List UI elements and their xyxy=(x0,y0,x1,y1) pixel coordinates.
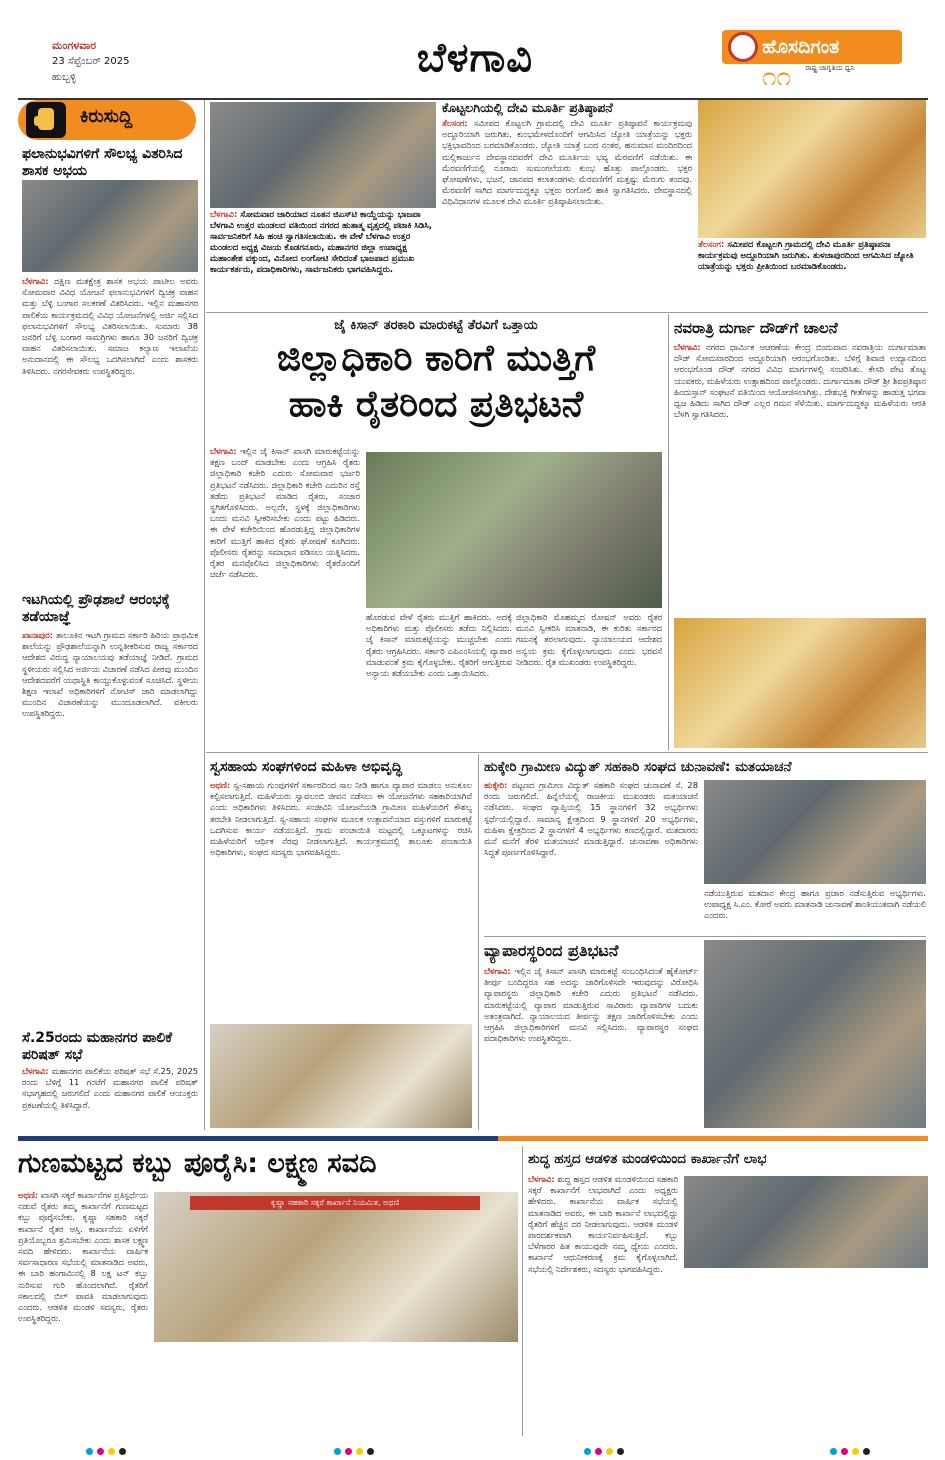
hukkeri-dateline: ಹುಕ್ಕೇರಿ: xyxy=(484,780,508,790)
column-divider xyxy=(204,100,205,1130)
factory-banner: ಕೃಷ್ಣಾ ಸಹಕಾರಿ ಸಕ್ಕರೆ ಕಾರ್ಖಾನೆ ನಿಯಮಿತ, ಅಥಣಿ xyxy=(190,1196,480,1210)
page-number: ೧೧ xyxy=(762,62,792,92)
devi-caption-text: ಸಮೀಪದ ಕೊಟ್ಟಲಗಿ ಗ್ರಾಮದಲ್ಲಿ ದೇವಿ ಮೂರ್ತಿ ಪ್ರತಿಷ್ಠಾಪನಾ ಕಾರ್ಯಕ್ರಮವು ಅದ್ದೂರಿಯಾಗಿ ಜರುಗಿತು. ತುಳಜಾಪುರದಿಂದ ಆಗಮಿಸಿದ ಜ್ಯೋತಿ ಯಾತ್ರೆಯನ್ನು ಭಕ್ತರು ಪ್ರೀತಿಯಿಂದ ಬರಮಾಡಿಕೊಂಡರು. xyxy=(698,240,914,272)
vyapari-title: ವ್ಯಾಪಾರಸ್ಥರಿಂದ ಪ್ರತಿಭಟನೆ xyxy=(484,941,619,960)
column-divider xyxy=(478,754,479,1130)
hand-icon xyxy=(26,102,66,138)
kirusuddi-story2-title: ಇಟಗಿಯಲ್ಲಿ ಪ್ರೌಢಶಾಲೆ ಆರಂಭಕ್ಕೆ ತಡೆಯಾಜ್ಞೆ xyxy=(22,592,170,625)
devi-story-title: ಕೊಟ್ಟಲಗಿಯಲ್ಲಿ ದೇವಿ ಮೂರ್ತಿ ಪ್ರತಿಷ್ಠಾಪನೆ xyxy=(442,100,613,115)
masthead-date-block xyxy=(52,38,202,98)
shuddha-title: ಶುದ್ಧ ಹಸ್ತದ ಆಡಳಿತ ಮಂಡಳಿಯಿಂದ ಕಾರ್ಖಾನೆಗೆ ಲಾಭ xyxy=(528,1151,767,1167)
kirusuddi-story3-title: ಸೆ.25ರಂದು ಮಹಾನಗರ ಪಾಲಿಕೆ ಪರಿಷತ್ ಸಭೆ xyxy=(22,1030,173,1063)
kirusuddi-label: ಕಿರುಸುದ್ದಿ xyxy=(80,106,133,127)
column-divider xyxy=(522,1146,523,1436)
hukkeri-title: ಹುಕ್ಕೇರಿ ಗ್ರಾಮೀಣ ವಿದ್ಯುತ್ ಸಹಕಾರಿ ಸಂಘದ ಚುನಾವಣೆ: ಮತಯಾಚನೆ xyxy=(484,759,792,775)
masthead-city: ಹುಬ್ಬಳ್ಳಿ xyxy=(52,72,77,83)
kirusuddi-story3-dateline: ಬೆಳಗಾವಿ: xyxy=(22,1066,49,1076)
swasahaya-text: ಸ್ವ-ಸಹಾಯ ಗುಂಪುಗಳಿಗೆ ಸರ್ಕಾರದಿಂದ ಸಾಲ ನೀಡಿ ಹಾಗೂ ವ್ಯಾಪಾರ ಮಾಡಲು ಅನುಕೂಲ ಕಲ್ಪಿಸಲಾಗುತ್ತಿದೆ. ಮಹಿಳೆಯರು ಸ್ವಾವಲಂಬಿ ಜೀವನ ನಡೆಸಲು ಈ ಯೋಜನೆಗಳು ಸಹಕಾರಿಯಾಗಿವೆ ಎಂದು ಅಧಿಕಾರಿಗಳು ತಿಳಿಸಿದರು. ಸಂಜೀವಿನಿ ಯೋಜನೆಯಡಿ ಗ್ರಾಮೀಣ ಮಹಿಳೆಯರಿಗೆ ಕೌಶಲ್ಯ ತರಬೇತಿ ನೀಡಲಾಗುತ್ತಿದೆ. ಸ್ವ-ಸಹಾಯ ಸಂಘಗಳ ಮೂಲಕ ಉತ್ಪಾದನೆಯಾದ ವಸ್ತುಗಳಿಗೆ ಮಾರುಕಟ್ಟೆ ಒದಗಿಸುವ ಕಾರ್ಯ ನಡೆಯುತ್ತಿದೆ. ಗ್ರಾಮ ಪಂಚಾಯಿತಿ ಮಟ್ಟದಲ್ಲಿ ಒಕ್ಕೂಟಗಳನ್ನು ರಚಿಸಿ ಮಹಿಳೆಯರಿಗೆ ಆರ್ಥಿಕ ನೆರವು ನೀಡಲಾಗುತ್ತಿದೆ. ಕಾರ್ಯಕ್ರಮದಲ್ಲಿ ತಾಲೂಕು ಪಂಚಾಯಿತಿ ಅಧಿಕಾರಿಗಳು, ಸಂಘದ ಸದಸ್ಯರು ಭಾಗವಹಿಸಿದ್ದರು. xyxy=(210,780,472,858)
swasahaya-dateline: ಅಥಣಿ: xyxy=(210,780,231,790)
kirusuddi-story1-dateline: ಬೆಳಗಾವಿ: xyxy=(22,276,49,286)
shuddha-text: ಶುದ್ಧ ಹಸ್ತದ ಆಡಳಿತ ಮಂಡಳಿಯಿಂದ ಸಹಕಾರಿ ಸಕ್ಕರೆ ಕಾರ್ಖಾನೆಗೆ ಲಾಭವಾಗಿದೆ ಎಂದು ಅಧ್ಯಕ್ಷರು ಹೇಳಿದರು. ಕಾರ್ಖಾನೆಯ ವಾರ್ಷಿಕ ಸಭೆಯಲ್ಲಿ ಮಾತನಾಡಿದ ಅವರು, ಈ ಬಾರಿ ಕಾರ್ಖಾನೆ ಲಾಭದಲ್ಲಿದ್ದು ರೈತರಿಗೆ ಹೆಚ್ಚಿನ ದರ ನೀಡಲಾಗುವುದು. ಆಡಳಿತ ಮಂಡಳಿ ಪಾರದರ್ಶಕವಾಗಿ ಕಾರ್ಯನಿರ್ವಹಿಸುತ್ತಿದೆ. ಕಬ್ಬು ಬೆಳೆಗಾರರ ಹಿತ ಕಾಯುವುದೇ ನಮ್ಮ ಧ್ಯೇಯ ಎಂದರು. ಕಾರ್ಖಾನೆ ಆಧುನೀಕರಣಕ್ಕೆ ಕ್ರಮ ಕೈಗೊಳ್ಳಲಾಗಿದೆ. ಸಭೆಯಲ್ಲಿ ನಿರ್ದೇಶಕರು, ಸದಸ್ಯರು ಭಾಗವಹಿಸಿದ್ದರು. xyxy=(528,1174,678,1274)
print-registration-marks xyxy=(584,1440,628,1459)
brand-name: ಹೊಸದಿಗಂತ xyxy=(762,36,840,58)
kirusuddi-story1-text: ದಕ್ಷಿಣ ಮತಕ್ಷೇತ್ರ ಶಾಸಕ ಅಭಯ ಪಾಟೀಲ ಅವರು ಸೋಮವಾರ ವಿವಿಧ ಯೋಜನೆ ಫಲಾನುಭವಿಗಳಿಗೆ ದ್ವಿಚಕ್ರ ವಾಹನ ಮತ್ತು ಬೆಳ್ಳಿ ಬಂಗಾರ ಸಲಕರಣೆ ವಿತರಿಸಿದರು. ಇಲ್ಲಿನ ಮಹಾನಗರ ಪಾಲಿಕೆಯ ಕಾರ್ಯಕ್ರಮದಲ್ಲಿ ವಿವಿಧ ಯೋಜನೆಗಳಲ್ಲಿ ಅರ್ಜಿ ಸಲ್ಲಿಸಿದ ಫಲಾನುಭವಿಗಳಿಗೆ ಸೌಲಭ್ಯ ವಿತರಿಸಲಾಯಿತು. ಸುಮಾರು 38 ಜನರಿಗೆ ಬೆಳ್ಳಿ ಬಂಗಾರ ಸಾಮಗ್ರಿಗಳು ಹಾಗೂ 30 ಜನರಿಗೆ ದ್ವಿಚಕ್ರ ವಾಹನ ವಿತರಿಸಲಾಯಿತು. ಸಮಾಜ ಕಲ್ಯಾಣ ಇಲಾಖೆಯ ಅನುದಾನದಲ್ಲಿ ಈ ಸೌಲಭ್ಯ ಒದಗಿಸಲಾಗಿದೆ ಎಂದು ಶಾಸಕರು ತಿಳಿಸಿದರು. ನಗರಸೇವಕರು ಉಪಸ್ಥಿತರಿದ್ದರು. xyxy=(22,276,198,376)
section-color-bar xyxy=(18,1136,498,1141)
kirusuddi-story3-text: ಮಹಾನಗರ ಪಾಲಿಕೆಯ ಪರಿಷತ್ ಸಭೆ ಸೆ.25, 2025 ರಂದು ಬೆಳಿಗ್ಗೆ 11 ಗಂಟೆಗೆ ಮಹಾನಗರ ಪಾಲಿಕೆ ಪರಿಷತ್ ಸಭಾಗೃಹದಲ್ಲಿ ಜರುಗಲಿದೆ ಎಂದು ಮಹಾನಗರ ಪಾಲಿಕೆ ಆಯುಕ್ತರು ಪ್ರಕಟಣೆಯಲ್ಲಿ ತಿಳಿಸಿದ್ದಾರೆ. xyxy=(22,1066,198,1110)
navaratri-text: ನಗರದ ಧಾರ್ಮಿಕ ಆಚರಣೆಯ ಕೇಂದ್ರ ಬಿಂದುವಾದ ನವರಾತ್ರಿಯ ದುರ್ಗಾಮಾತಾ ದೌಡ್ ಸೋಮವಾರದಿಂದ ಅದ್ದೂರಿಯಾಗಿ ಆರಂಭಗೊಂಡಿತು. ಬೆಳಿಗ್ಗೆ ಶಿವಾಜಿ ಉದ್ಯಾನದಿಂದ ಆರಂಭಗೊಂಡ ದೌಡ್ ನಗರದ ವಿವಿಧ ಮಾರ್ಗಗಳಲ್ಲಿ ಸಂಚರಿಸಿತು. ಕೇಸರಿ ಪೇಟ ತೊಟ್ಟ ಯುವಕರು, ಮಹಿಳೆಯರು ಉತ್ಸಾಹದಿಂದ ಪಾಲ್ಗೊಂಡರು. ದುರ್ಗಾಮಾತಾ ದೌಡ್ ಶ್ರೀ ಶಿವಪ್ರತಿಷ್ಠಾನ ಹಿಂದುಸ್ತಾನ್ ಸಂಘಟನೆ ವತಿಯಿಂದ ಆಯೋಜಿಸಲಾಗಿತ್ತು. ದೇಶಭಕ್ತಿ ಗೀತೆಗಳನ್ನು ಹಾಡುತ್ತ ಭಗವಾ ಧ್ವಜ ಹಿಡಿದು ಸಾಗಿದ ದೌಡ್ ಎಲ್ಲರ ಗಮನ ಸೆಳೆಯಿತು. ಮಾರ್ಗದುದ್ದಕ್ಕೂ ಮಹಿಳೆಯರು ಆರತಿ ಬೆಳಗಿ ಸ್ವಾಗತಿಸಿದರು. xyxy=(674,342,926,420)
masthead-day: ಮಂಗಳವಾರ xyxy=(52,39,97,52)
main-story-col1 xyxy=(210,446,360,748)
print-registration-marks xyxy=(334,1440,378,1459)
swasahaya-title: ಸ್ವಸಹಾಯ ಸಂಘಗಳಿಂದ ಮಹಿಳಾ ಅಭಿವೃದ್ಧಿ xyxy=(210,759,403,775)
gst-caption-text: ಸೋಮವಾರ ಜಾರಿಯಾದ ನೂತನ ಜಿಎಸ್‌ಟಿ ಕಾಯ್ದೆಯನ್ನು ಭಾಜಪಾ ಬೆಳಗಾವಿ ಉತ್ತರ ಮಂಡಲದ ವತಿಯಿಂದ ನಗರದ ಹುತಾತ್ಮ ವೃತ್ತದಲ್ಲಿ ಪಟಾಕಿ ಸಿಡಿಸಿ, ಸಾರ್ವಜನಿಕರಿಗೆ ಸಿಹಿ ಹಂಚಿ ಸ್ವಾಗತಿಸಲಾಯಿತು. ಈ ವೇಳೆ ಬೆಳಗಾವಿ ಉತ್ತರ ಮಂಡಲದ ಅಧ್ಯಕ್ಷ ವಿಜಯ ಕೊಡಗನೂರು, ಮಹಾನಗರ ಜಿಲ್ಲಾ ಉಪಾಧ್ಯಕ್ಷ ಮಹಾಂತೇಶ ವಕ್ಕುಂದ, ವಿನೋದ ಲಂಗೋಟಿ ಸೇರಿದಂತೆ ಭಾಜಪಾದ ಪ್ರಮುಖ ಕಾರ್ಯಕರ್ತರು, ಪದಾಧಿಕಾರಿಗಳು, ಸಾರ್ವಜನಿಕರು ಭಾಗವಹಿಸಿದ್ದರು. xyxy=(210,210,432,275)
kirusuddi-story1-photo xyxy=(22,180,198,272)
traders-protest-photo xyxy=(704,940,926,1128)
durga-daud-photo xyxy=(674,618,926,748)
kirusuddi-story1-body xyxy=(22,276,198,588)
masthead-date: 23 ಸೆಪ್ಟೆಂಬರ್ 2025 xyxy=(52,56,130,67)
kirusuddi-story2-body xyxy=(22,630,198,1030)
main-story-text-1: ಇಲ್ಲಿನ ಜೈ ಕಿಸಾನ್ ಖಾಸಗಿ ಮಾರುಕಟ್ಟೆಯನ್ನು ತಕ್ಷಣ ಬಂದ್ ಮಾಡಬೇಕು ಎಂದು ಆಗ್ರಹಿಸಿ ರೈತರು ಜಿಲ್ಲಾಧಿಕಾರಿ ಕಚೇರಿ ಎದುರು ಸೋಮವಾರ ಭರ್ಜರಿ ಪ್ರತಿಭಟನೆ ನಡೆಸಿದರು. ಜಿಲ್ಲಾಧಿಕಾರಿ ಕಚೇರಿ ಎದುರಿನ ರಸ್ತೆ ತಡೆದು ಪ್ರತಿಭಟನೆ ಮಾಡಿದ ರೈತರು, ಸಂಚಾರ ಸ್ಥಗಿತಗೊಳಿಸಿದರು. ಅಲ್ಲದೇ, ಸ್ಥಳಕ್ಕೆ ಜಿಲ್ಲಾಧಿಕಾರಿಗಳು ಬಂದು ಮನವಿ ಸ್ವೀಕರಿಸಬೇಕು ಎಂದು ಪಟ್ಟು ಹಿಡಿದರು. ಈ ವೇಳೆ ಕಚೇರಿಯಿಂದ ಹೊರಡುತ್ತಿದ್ದ ಜಿಲ್ಲಾಧಿಕಾರಿಗಳ ಕಾರಿಗೆ ಮುತ್ತಿಗೆ ಹಾಕಿದ ರೈತರು ಘೋಷಣೆ ಕೂಗಿದರು. ಪೊಲೀಸರು ರೈತರನ್ನು ಸಮಾಧಾನ ಪಡಿಸಲು ಯತ್ನಿಸಿದರು. ರೈತರ ಮನವೊಲಿಸಿದ ಜಿಲ್ಲಾಧಿಕಾರಿಗಳು ರೈತರೊಂದಿಗೆ ಚರ್ಚೆ ನಡೆಸಿದರು. xyxy=(210,446,360,580)
kabbu-title: ಗುಣಮಟ್ಟದ ಕಬ್ಬು ಪೂರೈಸಿ: ಲಕ್ಷ್ಮಣ ಸವದಿ xyxy=(18,1148,377,1179)
vyapari-body xyxy=(484,966,698,1128)
main-story-text-3: ಜಿಲ್ಲಾಧಿಕಾರಿ ಮೊಹಮ್ಮದ ರೋಷನ್ ಅವರು ರೈತರ ಮನವಿ ಸ್ವೀಕರಿಸಿ ಮಾತನಾಡಿ, ಈ ಕುರಿತು ಸರ್ಕಾರದ ಗಮನಕ್ಕೆ ತರಲಾಗುವುದು. ನ್ಯಾಯಾಲಯದ ಆದೇಶದ ಅನ್ವಯ ಕ್ರಮ ಕೈಗೊಳ್ಳಲಾಗುವುದು ಎಂದು ಭರವಸೆ ನೀಡಿದರು. ರೈತ ಮುಖಂಡರು ಉಪಸ್ಥಿತರಿದ್ದರು. xyxy=(516,612,662,667)
shuddha-meeting-photo xyxy=(684,1176,928,1268)
section-color-bar xyxy=(498,1136,928,1141)
main-story-headline-1: ಜಿಲ್ಲಾಧಿಕಾರಿ ಕಾರಿಗೆ ಮುತ್ತಿಗೆ xyxy=(276,338,596,379)
kirusuddi-story2-dateline: ಖಾನಾಪುರ: xyxy=(22,630,53,640)
column-divider xyxy=(668,314,669,750)
kabbu-text: ಖಾಸಗಿ ಸಕ್ಕರೆ ಕಾರ್ಖಾನೆಗಳ ಪ್ರತಿಸ್ಪರ್ಧೆಯ ನಡುವೆ ರೈತರು ತಮ್ಮ ಕಾರ್ಖಾನೆಗೆ ಗುಣಮಟ್ಟದ ಕಬ್ಬು ಪೂರೈಸಬೇಕು. ಕೃಷ್ಣಾ ಸಹಕಾರಿ ಸಕ್ಕರೆ ಕಾರ್ಖಾನೆ ರೈತರ ಆಸ್ತಿ. ಕಾರ್ಖಾನೆಯ ಏಳಿಗೆಗೆ ಪ್ರತಿಯೊಬ್ಬರೂ ಶ್ರಮಿಸಬೇಕು ಎಂದು ಶಾಸಕ ಲಕ್ಷ್ಮಣ ಸವದಿ ಹೇಳಿದರು. ಕಾರ್ಖಾನೆಯ ವಾರ್ಷಿಕ ಸರ್ವಸಾಧಾರಣ ಸಭೆಯಲ್ಲಿ ಮಾತನಾಡಿದ ಅವರು, ಈ ಬಾರಿ ಹಂಗಾಮಿನಲ್ಲಿ 8 ಲಕ್ಷ ಟನ್ ಕಬ್ಬು ನುರಿಸುವ ಗುರಿ ಹೊಂದಲಾಗಿದೆ. ರೈತರಿಗೆ ಸಕಾಲದಲ್ಲಿ ಬಿಲ್ ಪಾವತಿ ಮಾಡಲಾಗುವುದು ಎಂದರು. ಆಡಳಿತ ಮಂಡಳಿ ಸದಸ್ಯರು, ರೈತರು ಉಪಸ್ಥಿತರಿದ್ದರು. xyxy=(18,1190,148,1324)
main-story-col2 xyxy=(366,612,512,748)
gst-celebration-photo xyxy=(210,102,436,208)
devi-story-text: ಸಮೀಪದ ಕೊಟ್ಟಲಗಿ ಗ್ರಾಮದಲ್ಲಿ ದೇವಿ ಮೂರ್ತಿ ಪ್ರತಿಷ್ಠಾಪನೆ ಕಾರ್ಯಕ್ರಮವು ಅದ್ದೂರಿಯಾಗಿ ಜರುಗಿತು. ಕುಂಭಮೇಳದೊಂದಿಗೆ ಆಗಮಿಸಿದ ಜ್ಯೋತಿ ಯಾತ್ರೆಯನ್ನು ಭಕ್ತರು ಭಕ್ತಿಭಾವದಿಂದ ಬರಮಾಡಿಕೊಂಡರು. ಜ್ಯೋತಿ ಯಾತ್ರೆ ಬಂದ ನಂತರ, ಹನುಮಾನ ಮಂದಿರದಿಂದ ಮಲ್ಲಿಕಾರ್ಜುನ ದೇವಸ್ಥಾನದವರೆಗೆ ದೇವಿ ಮೂರ್ತಿಯ ಭವ್ಯ ಮೆರವಣಿಗೆ ನಡೆಯಿತು. ಈ ಮೆರವಣಿಗೆಯಲ್ಲಿ ನೂರಾರು ಸುಮಂಗಲೆಯರು ಕುಂಭ ಹೊತ್ತು ಪಾಲ್ಗೊಂಡರು. ಭಕ್ತರ ಘೋಷಣೆಗಳು, ಭಜನೆ, ಜಾನಪದ ಕಲಾತಂಡಗಳು ಮೆರವಣಿಗೆಗೆ ಮತ್ತಷ್ಟು ಮೆರುಗು ತಂದವು. ಮೆರವಣಿಗೆ ಸಾಗಿದ ಮಾರ್ಗದುದ್ದಕ್ಕೂ ಭಕ್ತರು ರಂಗೋಲಿ ಹಾಕಿ ಸ್ವಾಗತಿಸಿದರು. ದೇವಸ್ಥಾನದಲ್ಲಿ ವಿಧಿವಿಧಾನಗಳ ಮೂಲಕ ದೇವಿ ಮೂರ್ತಿ ಪ್ರತಿಷ್ಠಾಪಿಸಲಾಯಿತು. xyxy=(442,118,692,207)
main-story-kicker: ಜೈ ಕಿಸಾನ್ ತರಕಾರಿ ಮಾರುಕಟ್ಟೆ ತೆರವಿಗೆ ಒತ್ತಾಯ xyxy=(334,318,538,333)
section-divider xyxy=(206,752,928,753)
print-registration-marks xyxy=(86,1440,130,1459)
hukkeri-office-photo xyxy=(704,780,926,884)
shuddha-body xyxy=(528,1174,678,1430)
devi-story-dateline: ತೆಲಸಂಗ: xyxy=(442,118,468,128)
kabbu-body xyxy=(18,1190,148,1430)
gst-caption-dateline: ಬೆಳಗಾವಿ: xyxy=(210,210,238,220)
hukkeri-caption-text: ನಡೆಯುತ್ತಿರುವ ಮತದಾನ ಕೇಂದ್ರ ಹಾಗೂ ಪ್ರಚಾರ ನಡೆಸುತ್ತಿರುವ ಅಭ್ಯರ್ಥಿಗಳು. ಉಪಾಧ್ಯಕ್ಷ ಸಿ.ಎಂ. ಕೋರೆ ಅವರು ಮಾತನಾಡಿ ಚುನಾವಣೆ ಶಾಂತಿಯುತವಾಗಿ ನಡೆಯಲಿ ಎಂದರು. xyxy=(704,888,926,921)
farmer-protest-photo xyxy=(366,452,662,608)
swasahaya-body xyxy=(210,780,472,1020)
hukkeri-body xyxy=(484,780,698,934)
hukkeri-text: ಪಟ್ಟಣದ ಗ್ರಾಮೀಣ ವಿದ್ಯುತ್ ಸಹಕಾರಿ ಸಂಘದ ಚುನಾವಣೆ ಸೆ. 28 ರಂದು ಜರುಗಲಿದೆ. ಹಿನ್ನೆಲೆಯಲ್ಲಿ ರಾಜಕೀಯ ಮುಖಂಡರು ಮತಯಾಚನೆ ನಡೆಸಿದರು. ಸಂಘದ ವ್ಯಾಪ್ತಿಯಲ್ಲಿ 15 ಸ್ಥಾನಗಳಿಗೆ 32 ಅಭ್ಯರ್ಥಿಗಳು ಸ್ಪರ್ಧೆಯಲ್ಲಿದ್ದಾರೆ. ಸಾಮಾನ್ಯ ಕ್ಷೇತ್ರದಿಂದ 9 ಸ್ಥಾನಗಳಿಗೆ 20 ಅಭ್ಯರ್ಥಿಗಳು, ಮಹಿಳಾ ಕ್ಷೇತ್ರದಿಂದ 2 ಸ್ಥಾನಗಳಿಗೆ 4 ಅಭ್ಯರ್ಥಿಗಳು ಕಣದಲ್ಲಿದ್ದಾರೆ. ಮತದಾರರು ಮನೆ ಮನೆಗೆ ತೆರಳಿ ಮತಯಾಚನೆ ಮಾಡುತ್ತಿದ್ದಾರೆ. ಚುನಾವಣಾ ಅಧಿಕಾರಿಗಳು ಸಿದ್ಧತೆ ಪೂರ್ಣಗೊಳಿಸಿದ್ದಾರೆ. xyxy=(484,780,698,858)
kirusuddi-story3-body xyxy=(22,1066,198,1126)
sugar-factory-meeting-photo xyxy=(154,1192,518,1342)
main-story-col3 xyxy=(516,612,662,748)
section-divider xyxy=(484,936,926,937)
navaratri-body xyxy=(674,342,926,614)
main-story-dateline: ಬೆಳಗಾವಿ: xyxy=(210,446,237,456)
main-story-text-2: ಹೊರಡುವ ವೇಳೆ ರೈತರು ಮುತ್ತಿಗೆ ಹಾಕಿದರು. ಅದಕ್ಕೆ ಅಧಿಕಾರಿಗಳು ಮತ್ತು ಪೊಲೀಸರು ತಡೆದು ನಿಲ್ಲಿಸಿದರು. ಜೈ ಕಿಸಾನ್ ಮಾರುಕಟ್ಟೆಯನ್ನು ಮುಚ್ಚಬೇಕು ಎಂದು ರೈತರು ಆಗ್ರಹಿಸಿದರು. ಸರ್ಕಾರಿ ಎಪಿಎಂಸಿಯಲ್ಲಿ ವ್ಯಾಪಾರ ಮಾಡುವಂತೆ ಕ್ರಮ ಕೈಗೊಳ್ಳಬೇಕು. ರೈತರಿಗೆ ಆಗುತ್ತಿರುವ ಅನ್ಯಾಯ ತಡೆಯಬೇಕು ಎಂದು ಒತ್ತಾಯಿಸಿದರು. xyxy=(366,612,512,679)
kirusuddi-story2-text: ತಾಲೂಕಿನ ಇಟಗಿ ಗ್ರಾಮದ ಸರ್ಕಾರಿ ಹಿರಿಯ ಪ್ರಾಥಮಿಕ ಶಾಲೆಯನ್ನು ಪ್ರೌಢಶಾಲೆಯನ್ನಾಗಿ ಉನ್ನತೀಕರಿಸುವ ರಾಜ್ಯ ಸರ್ಕಾರದ ಆದೇಶದ ವಿರುದ್ಧ ನ್ಯಾಯಾಲಯವು ತಡೆಯಾಜ್ಞೆ ನೀಡಿದೆ. ಗ್ರಾಮದ ಸ್ಥಳೀಯರು ಸಲ್ಲಿಸಿದ ಅರ್ಜಿಯ ವಿಚಾರಣೆ ನಡೆಸಿದ ಪೀಠವು ಮುಂದಿನ ಆದೇಶದವರೆಗೆ ಯಥಾಸ್ಥಿತಿ ಕಾಯ್ದುಕೊಳ್ಳುವಂತೆ ಸೂಚಿಸಿದೆ. ಸ್ಥಳೀಯ ಶಿಕ್ಷಣ ಇಲಾಖೆ ಅಧಿಕಾರಿಗಳಿಗೆ ನೋಟಿಸ್ ಜಾರಿ ಮಾಡಲಾಗಿದ್ದು ಮುಂದಿನ ವಿಚಾರಣೆಯನ್ನು ಮುಂದೂಡಲಾಗಿದೆ. ವಕೀಲರು ಉಪಸ್ಥಿತರಿದ್ದರು. xyxy=(22,630,198,719)
hukkeri-caption xyxy=(704,888,926,934)
devi-photo-caption xyxy=(698,240,926,306)
kabbu-dateline: ಅಥಣಿ: xyxy=(18,1190,39,1200)
navaratri-dateline: ಬೆಳಗಾವಿ: xyxy=(674,342,701,352)
gst-photo-caption xyxy=(210,210,436,310)
devi-story-body xyxy=(442,118,692,310)
devi-procession-photo xyxy=(698,100,926,238)
devi-caption-dateline: ತೆಲಸಂಗ: xyxy=(698,240,725,250)
brand-emblem-icon xyxy=(728,32,758,62)
section-divider xyxy=(206,312,928,313)
swasahaya-event-photo xyxy=(210,1024,472,1128)
page-title: ಬೆಳಗಾವಿ xyxy=(416,35,534,81)
kirusuddi-story1-title: ಫಲಾನುಭವಿಗಳಿಗೆ ಸೌಲಭ್ಯ ವಿತರಿಸಿದ ಶಾಸಕ ಅಭಯ xyxy=(22,146,183,179)
brand-tagline: ರಾಷ್ಟ್ರ ಜಾಗೃತಿಯ ಧ್ವನಿ xyxy=(805,64,855,72)
vyapari-text: ಇಲ್ಲಿನ ಜೈ ಕಿಸಾನ್ ಖಾಸಗಿ ಮಾರುಕಟ್ಟೆ ಸಂಬಂಧಿಸಿದಂತೆ ಹೈಕೋರ್ಟ್ ತೀರ್ಪು ಬಂದಿದ್ದರೂ ಸಹ ಅದನ್ನು ಜಾರಿಗೊಳಿಸದೇ ಇರುವುದನ್ನು ವಿರೋಧಿಸಿ ವ್ಯಾಪಾರಸ್ಥರು ಜಿಲ್ಲಾಧಿಕಾರಿ ಕಚೇರಿ ಎದುರು ಪ್ರತಿಭಟನೆ ನಡೆಸಿದರು. ಮಾರುಕಟ್ಟೆಯಲ್ಲಿ ವ್ಯಾಪಾರ ಮಾಡುತ್ತಿರುವ ಸಾವಿರಾರು ವ್ಯಾಪಾರಿಗಳ ಬದುಕು ಅತಂತ್ರವಾಗಿದೆ. ನ್ಯಾಯಾಲಯದ ತೀರ್ಪನ್ನು ತಕ್ಷಣ ಜಾರಿಗೊಳಿಸಬೇಕು ಎಂದು ಆಗ್ರಹಿಸಿ ಜಿಲ್ಲಾಧಿಕಾರಿಗಳಿಗೆ ಮನವಿ ಸಲ್ಲಿಸಿದರು. ವ್ಯಾಪಾರಸ್ಥರ ಸಂಘದ ಪದಾಧಿಕಾರಿಗಳು ಉಪಸ್ಥಿತರಿದ್ದರು. xyxy=(484,966,698,1044)
print-registration-marks xyxy=(830,1440,874,1459)
navaratri-title: ನವರಾತ್ರಿ ದುರ್ಗಾ ದೌಡ್‌ಗೆ ಚಾಲನೆ xyxy=(674,319,838,337)
shuddha-dateline: ಬೆಳಗಾವಿ: xyxy=(528,1174,555,1184)
main-story-headline-2: ಹಾಕಿ ರೈತರಿಂದ ಪ್ರತಿಭಟನೆ xyxy=(288,384,584,425)
vyapari-dateline: ಬೆಳಗಾವಿ: xyxy=(484,966,511,976)
